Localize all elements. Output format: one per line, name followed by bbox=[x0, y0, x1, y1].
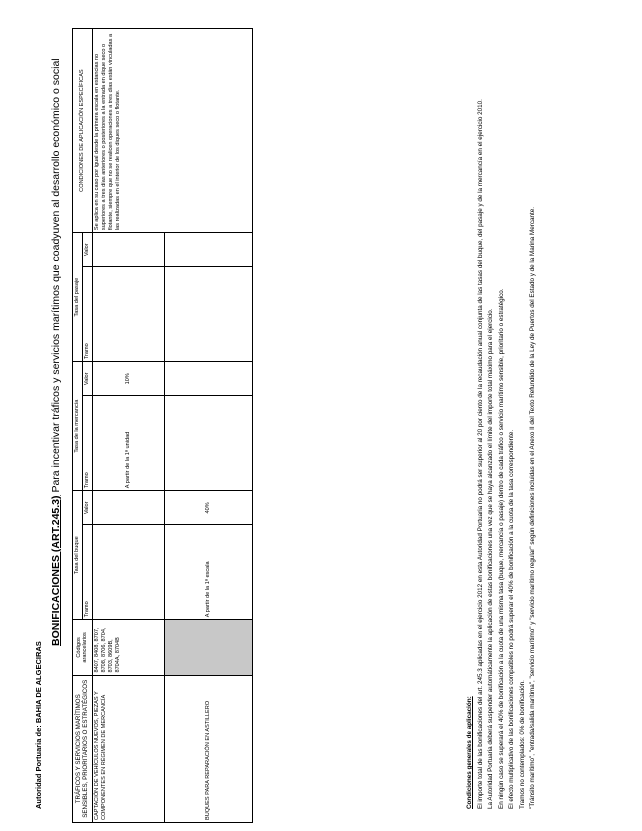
header-codigos: Códigos arancelarios bbox=[73, 620, 93, 675]
header-buque-tramo: Tramo bbox=[82, 525, 92, 620]
authority-name: Autoridad Portuaria de: BAHIA DE ALGECIRAS bbox=[34, 641, 43, 809]
cell-trafico: BUQUES PARA REPARACIÓN EN ASTILLERO bbox=[164, 675, 252, 822]
cell-trafico: CAPTACIÓN DE VEHÍCULOS NUEVOS, PIEZAS Y COMPONENTES EN RÉGIMEN DE MERCANCÍA bbox=[92, 675, 164, 822]
cell-codigos bbox=[164, 620, 252, 675]
header-merc-valor: Valor bbox=[82, 362, 92, 396]
cell-codigos: 8407, 8408, 8707, 8708, 8706, 8704, 8703, 8609B, 8704A, 8704B bbox=[92, 620, 164, 675]
header-pasaje-tramo: Tramo bbox=[82, 267, 92, 362]
header-tasa-mercancia: Tasa de la mercancía bbox=[73, 362, 83, 491]
conditions-title: Condiciones generales de aplicación: bbox=[466, 696, 473, 809]
cell-buque-tramo bbox=[92, 525, 164, 620]
condition-item: La Autoridad Portuaria deberá suspender automáticamente la aplicación de estas bonificaciones una vez que se haya alcanzado el límite del importe total máximo para el ejercicio. bbox=[487, 308, 494, 809]
header-tasa-pasaje: Tasa del pasaje bbox=[73, 233, 83, 362]
cell-pasaje-tramo bbox=[164, 267, 252, 362]
cell-buque-tramo: A partir de la 1ª escala bbox=[164, 525, 252, 620]
header-pasaje-valor: Valor bbox=[82, 233, 92, 267]
condition-item: En ningún caso se superará el 40% de bonificación a la cuota de una misma tasa (buque, mercancía o pasaje) dentro de cada tráfico o servicio marítimo sensible, prioritario o estratégico. bbox=[497, 288, 505, 809]
cell-pasaje-valor bbox=[92, 233, 164, 267]
cell-merc-tramo bbox=[164, 396, 252, 491]
page-heading bbox=[50, 58, 62, 646]
table-row bbox=[92, 29, 164, 823]
cell-condiciones: Se aplica en su caso por igual desde la primera escala en estancias no superiores a tres días anteriores o posteriores a la entrada en dique seco o flotante, siempre que no se realicen operaciones a tres días están vinculadas a las realizadas en el interior de los diques seco o flotante. bbox=[92, 29, 252, 233]
cell-buque-valor bbox=[92, 491, 164, 525]
cell-buque-valor: 40% bbox=[164, 491, 252, 525]
condition-item: El importe total de las bonificaciones del art. 245.3 aplicadas en el ejercicio 2012 en esta Autoridad Portuaria no podrá ser superior al 20 por ciento de la recaudación anual conjunta de las tasas del buque, del pasaje y de la mercancía en el ejercicio 2010. bbox=[476, 99, 484, 809]
cell-merc-valor: 10% bbox=[92, 362, 164, 396]
header-merc-tramo: Tramo bbox=[82, 396, 92, 491]
condition-item: Tramos no contemplados: 0% de bonificación. bbox=[518, 680, 526, 809]
header-buque-valor: Valor bbox=[82, 491, 92, 525]
general-conditions bbox=[465, 29, 539, 809]
cell-merc-valor bbox=[164, 362, 252, 396]
header-traficos: TRÁFICOS Y SERVICIOS MARÍTIMOS SENSIBLES, PRIORITARIOS O ESTRATÉGICOS bbox=[73, 675, 93, 822]
condition-item: "Tránsito marítimo", "entrada/salida marítima", "servicio marítimo" y "servicio marítimo regular" según definiciones incluidas en el Anexo II del Texto Refundido de la Ley de Puertos del Estado y de la Marina Mercante. bbox=[529, 206, 536, 809]
heading-subtitle: Para incentivar tráficos y servicios marítimos que coadyuven al desarrollo económico o social bbox=[50, 58, 62, 496]
cell-merc-tramo: A partir de la 1ª unidad bbox=[92, 396, 164, 491]
cell-pasaje-tramo bbox=[92, 267, 164, 362]
bonificaciones-table bbox=[72, 28, 253, 823]
condition-item: El efecto multiplicativo de las bonificaciones compatibles no podrá superar el 40% de bonificación a la cuota de la tasa correspondiente. bbox=[508, 429, 515, 809]
cell-pasaje-valor bbox=[164, 233, 252, 267]
heading-title: BONIFICACIONES (ART.245.3) bbox=[50, 495, 62, 646]
header-condiciones: CONDICIONES DE APLICACIÓN ESPECÍFICAS bbox=[73, 29, 93, 233]
header-tasa-buque: Tasa del buque bbox=[73, 491, 83, 620]
